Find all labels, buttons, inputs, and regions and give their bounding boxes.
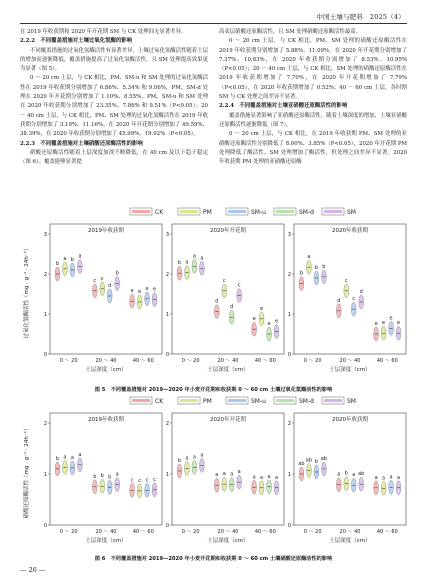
x-tick-label: 0 ～ 20 [59, 358, 78, 364]
y-tick-label: 3 [43, 232, 47, 238]
left-text-column [20, 28, 208, 167]
significance-letter: c [145, 477, 149, 484]
header-rule [20, 23, 407, 24]
significance-letter: e [130, 288, 134, 295]
significance-letter: a [337, 471, 341, 478]
legend-label-SM-d: SM-d [299, 209, 314, 216]
left-col-para-1: 2.2.2 不同覆盖措施对土壤过氧化氢酶的影响 [20, 38, 133, 45]
significance-letter: a [200, 452, 204, 459]
panel-0 [44, 413, 162, 544]
panel-0 [44, 224, 162, 373]
y-tick-label: 0 [165, 352, 169, 358]
panel-title: 2020年开花期 [210, 417, 246, 423]
x-axis-label: 土层深度（cm） [329, 538, 371, 544]
significance-letter: a [252, 474, 256, 481]
significance-letter: e [389, 315, 393, 322]
significance-letter: a [396, 474, 401, 481]
y-axis-label: 硝酸还原酶活性（mg · g⁻¹ · 24h⁻¹） [24, 425, 30, 519]
significance-letter: c [344, 277, 348, 284]
significance-letter: a [63, 454, 67, 461]
significance-letter: a [352, 472, 356, 479]
legend-label-SM: SM [347, 209, 356, 216]
x-tick-label: 40 ～ 60 [376, 529, 398, 535]
significance-letter: b [100, 473, 104, 480]
x-tick-label: 40 ～ 60 [254, 358, 276, 364]
panel-title: 2020年开花期 [210, 228, 246, 234]
legend-label-SM: SM [347, 398, 356, 405]
significance-letter: b [108, 474, 112, 481]
significance-letter: b [299, 270, 304, 277]
significance-letter: a [192, 454, 196, 461]
significance-letter: e [274, 318, 279, 325]
significance-letter: a [78, 253, 82, 260]
significance-letter: a [382, 475, 386, 482]
significance-letter: b [93, 473, 97, 480]
y-tick-label: 3 [287, 232, 291, 238]
significance-letter: c [100, 275, 104, 282]
significance-letter: a [230, 471, 234, 478]
significance-letter: d [337, 297, 341, 304]
significance-letter: ab [320, 455, 327, 462]
y-axis-label: 过氧化氢酶活性（mg · g⁻¹ · 24h⁻¹） [24, 245, 30, 339]
legend [130, 397, 356, 405]
significance-letter: c [237, 282, 241, 289]
significance-letter: a [192, 253, 196, 260]
x-axis-label: 土层深度（cm） [85, 367, 127, 373]
y-tick-label: 2 [43, 421, 47, 427]
y-tick-label: 1 [287, 472, 291, 478]
significance-letter: b [55, 261, 60, 267]
significance-letter: e [152, 286, 157, 293]
x-axis-label: 土层深度（cm） [85, 538, 127, 544]
significance-letter: d [108, 283, 112, 289]
significance-letter: e [138, 289, 142, 295]
significance-letter: d [359, 289, 363, 295]
legend-label-SM-u: SM-u [251, 209, 266, 216]
y-tick-label: 2 [43, 272, 47, 278]
significance-letter: a [237, 469, 241, 476]
y-tick-label: 2 [165, 272, 169, 278]
figure-6-nitrate-reductase-chart [20, 391, 407, 553]
significance-letter: ab [298, 461, 305, 467]
significance-letter: a [200, 255, 204, 262]
legend-label-SM-u: SM-u [251, 398, 266, 405]
legend-label-CK: CK [155, 209, 164, 216]
significance-letter: a [274, 474, 279, 481]
significance-letter: c [153, 476, 156, 483]
panel-title: 2020年收获期 [332, 228, 368, 234]
x-tick-label: 20 ～ 40 [95, 529, 117, 535]
x-tick-label: 40 ～ 60 [132, 529, 154, 535]
y-tick-label: 0 [287, 523, 291, 529]
right-col-para-1: 0 ～ 20 cm 土层，与 CK 相比，PM、SM 处理的硝酸还原酶活性在 2019 年收获期分别增加了 5.88%、11.09%，在 2020 年开花期分别增加了 7.37%、10.83%，在 2020 年收获期分别增加了 8.53%、10.95%（P<0.05）；20 － 40 cm 土层，与 CK 相比，SM 处理的硝酸还原酶活性在 2019 年收获期增加了 7.70%，在 2020 年开花期增加了 7.79%（P<0.05），在 2020 年收获期增加了 0.52%；40 － 60 cm 土层，各时期 SM 与 CK 处理之间差异不显著。 [219, 38, 407, 101]
page-number: — 26 — [20, 566, 46, 574]
panel-2 [288, 413, 406, 544]
significance-letter: b [115, 270, 119, 277]
x-tick-label: 0 ～ 20 [59, 529, 78, 535]
figure-5-catalase-chart [20, 202, 407, 382]
figure-5-caption: 图 5 不同覆盖措施对 2019—2020 年小麦开花期和收获期 0 ～ 60 cm 土壤过氧化氢酶活性的影响 [94, 387, 333, 393]
left-col-para-4: 2.2.3 不同覆盖措施对土壤硝酸还原酶活性的影响 [20, 140, 143, 147]
panel-title: 2019年收获期 [88, 228, 124, 234]
significance-letter: a [389, 474, 393, 481]
significance-letter: b [177, 260, 182, 267]
x-axis-label: 土层深度（cm） [207, 538, 249, 544]
significance-letter: e [374, 321, 378, 327]
left-col-para-0: 在 2019 年收获期和 2020 年开花期 SM 与 CK 处理间无显著差异。 [20, 29, 187, 35]
significance-letter: a [63, 255, 67, 262]
significance-letter: c [138, 477, 141, 484]
significance-letter: d [230, 304, 234, 311]
x-tick-label: 40 ～ 60 [132, 358, 154, 364]
significance-letter: b [314, 458, 318, 465]
x-tick-label: 20 ～ 40 [95, 358, 117, 364]
x-tick-label: 20 ～ 40 [339, 358, 361, 364]
significance-letter: d [215, 298, 219, 305]
significance-letter: a [260, 474, 264, 481]
left-col-para-3: 0 ～ 20 cm 土层，与 CK 相比，PM、SM-u 和 SM 处理的过氧化氢酶活性在 2019 年收获期分别增加了 6.86%、5.34% 和 9.06%，PM、SM-d 处理在 2020 年开花期分别增加了 1.10%、8.55%，PM、SM-u 和 SM 处理在 2020 年收获期分别增加了 23.35%、7.86% 和 9.51%（P<0.05）；20 － 40 cm 土层，与 CK 相比，PM、SM 处理的过氧化氢酶活性在 2019 年收获期分别增加了 3.19%、11.16%，在 2020 年开花期分别增加了 49.59%、38.39%，在 2020 年收获期分别增加了 45.99%、19.92%（P<0.05）。 [20, 75, 208, 138]
significance-letter: b [55, 455, 60, 462]
significance-letter: a [185, 455, 189, 462]
x-tick-label: 0 ～ 20 [303, 358, 322, 364]
legend-label-CK: CK [155, 398, 164, 405]
significance-letter: ab [305, 457, 313, 464]
panel-frame [294, 224, 406, 354]
y-tick-label: 1 [43, 472, 47, 478]
significance-letter: b [322, 263, 326, 270]
significance-letter: e [145, 285, 149, 292]
legend-label-PM: PM [203, 209, 212, 216]
significance-letter: ab [358, 471, 365, 478]
significance-letter: b [314, 265, 318, 271]
y-tick-label: 1 [43, 312, 47, 318]
y-tick-label: 2 [287, 272, 291, 278]
left-col-para-2: 不同覆盖措施的过氧化氢酶活性有显著差异。土壤过氧化氢酶活性随着土层的增加而逐渐降低，覆盖措施提高了过氧化氢酶活性，且 SM 处理提高效果更为显著（图 5）。 [20, 47, 208, 73]
significance-letter: c [93, 277, 97, 284]
y-tick-label: 0 [43, 523, 47, 529]
x-tick-label: 0 ～ 20 [181, 529, 200, 535]
significance-letter: a [185, 259, 189, 266]
y-tick-label: 3 [165, 232, 169, 238]
y-tick-label: 0 [43, 352, 47, 358]
significance-letter: b [344, 470, 348, 477]
y-tick-label: 2 [287, 421, 291, 427]
significance-letter: e [382, 320, 386, 327]
y-tick-label: 1 [287, 312, 291, 318]
x-tick-label: 0 ～ 20 [181, 358, 200, 364]
running-header: 中国土壤与肥料 2025（4） [316, 13, 405, 21]
x-tick-label: 0 ～ 20 [303, 529, 322, 535]
x-tick-label: 20 ～ 40 [339, 529, 361, 535]
right-col-para-3: 覆盖措施显著影响了亚硝酸还原酶活性。随着土壤深度的增加，土壤亚硝酸还原酶活性逐渐降低（图 7）。 [219, 112, 407, 128]
right-col-para-4: 0 ～ 20 cm 土层，与 CK 相比，在 2019 年收获期 PM、SM 处理的亚硝酸还原酶活性分别降低了 8.00%、3.85%（P<0.05），2020 年开花期 PM 处理降低了酶活性，SM 处理增加了酶活性，但处理之间差异不显著。2020 年收获期 PM 处理的亚硝酸还原酶 [219, 131, 407, 166]
panel-2 [288, 224, 406, 373]
significance-letter: a [115, 471, 119, 478]
significance-letter: b [177, 457, 182, 464]
significance-letter: a [307, 254, 311, 261]
x-tick-label: 20 ～ 40 [217, 529, 239, 535]
left-col-para-5: 硝酸还原酶活性随着土层深度加深不断降低，在 40 cm 及以下趋于稳定（图 6）。覆盖能够显著提 [20, 149, 208, 166]
legend-label-SM-d: SM-d [299, 398, 314, 405]
panel-title: 2019年收获期 [88, 417, 124, 423]
right-col-para-2: 2.2.4 不同覆盖措施对土壤亚硝酸还原酶活性的影响 [219, 103, 348, 110]
significance-letter: a [267, 473, 271, 480]
legend [130, 208, 356, 216]
significance-letter: c [130, 477, 134, 484]
right-col-para-0: 高表层硝酸还原酶活性，且 SM 处理硝酸还原酶活性最高。 [219, 29, 362, 35]
significance-letter: e [260, 305, 264, 312]
significance-letter: e [267, 321, 271, 327]
significance-letter: c [352, 296, 356, 303]
figure-6-caption: 图 6 不同覆盖措施对 2019—2020 年小麦开花期和收获期 0 ～ 60 cm 土壤硝酸还原酶活性的影响 [94, 556, 333, 562]
legend-label-PM: PM [203, 398, 212, 405]
y-tick-label: 1 [165, 472, 169, 478]
x-tick-label: 20 ～ 40 [217, 358, 239, 364]
panel-1 [166, 413, 284, 544]
significance-letter: e [252, 316, 256, 323]
panel-1 [166, 224, 284, 373]
significance-letter: a [215, 472, 219, 479]
y-tick-label: 0 [287, 352, 291, 358]
significance-letter: c [222, 277, 226, 284]
y-tick-label: 2 [165, 421, 169, 427]
significance-letter: a [374, 474, 378, 481]
significance-letter: e [396, 320, 401, 327]
y-tick-label: 0 [165, 523, 169, 529]
x-axis-label: 土层深度（cm） [329, 367, 371, 373]
significance-letter: a [222, 471, 226, 478]
significance-letter: b [70, 257, 74, 263]
x-tick-label: 40 ～ 60 [254, 529, 276, 535]
right-text-column [219, 28, 407, 167]
significance-letter: a [70, 454, 74, 461]
panel-title: 2020年收获期 [332, 417, 368, 423]
x-axis-label: 土层深度（cm） [207, 367, 249, 373]
significance-letter: a [78, 451, 82, 458]
x-tick-label: 40 ～ 60 [376, 358, 398, 364]
y-tick-label: 1 [165, 312, 169, 318]
